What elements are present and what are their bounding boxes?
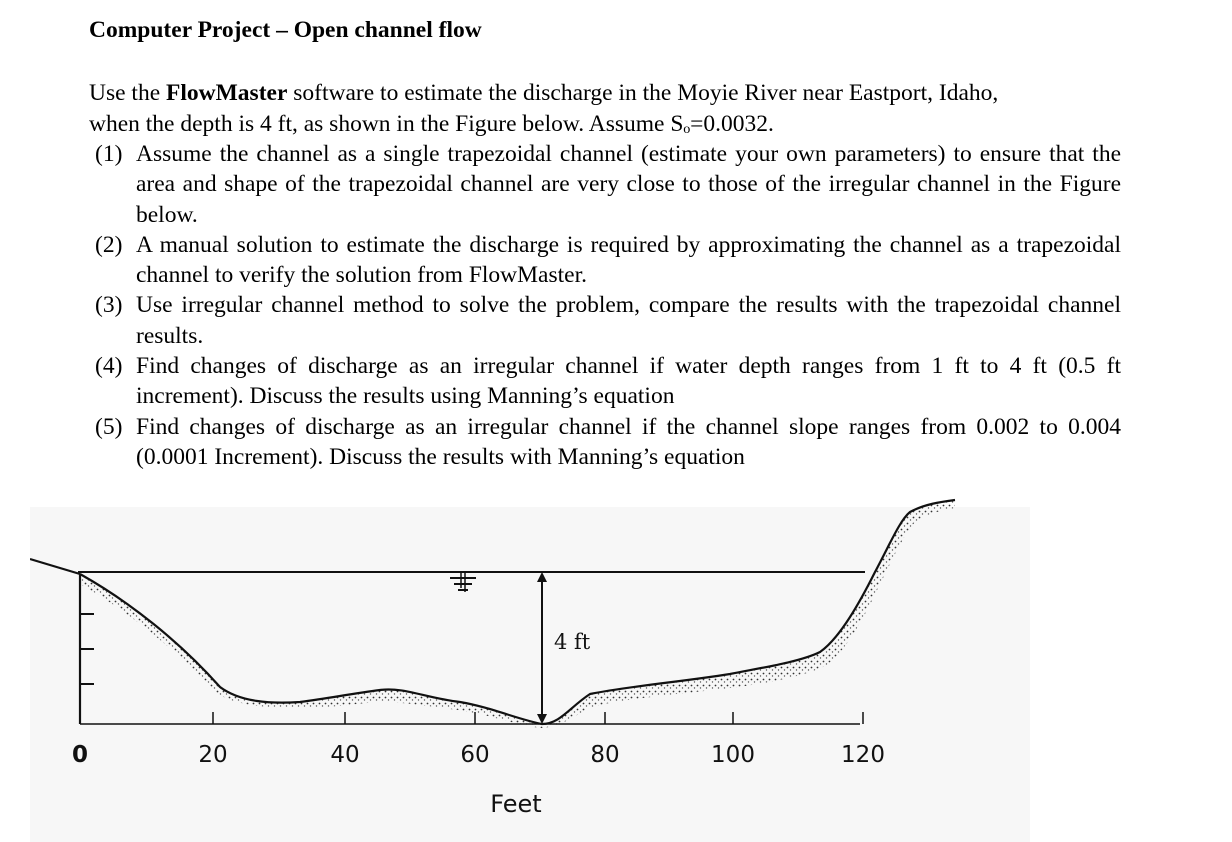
task-item xyxy=(95,139,1121,230)
task-number: (3) xyxy=(95,292,123,319)
task-text: Assume the channel as a single trapezoidal channel (estimate your own parameters) to ensure that the area and shape of the trapezoidal channel are very close to those of the irregular channel in the Figure below. xyxy=(136,141,1121,228)
x-axis-title: Feet xyxy=(490,790,542,818)
task-text: Find changes of discharge as an irregular channel if water depth ranges from 1 ft to 4 ft (0.5 ft increment). Discuss the results using Manning’s equation xyxy=(136,353,1121,410)
task-item xyxy=(95,351,1121,412)
task-number: (2) xyxy=(95,231,123,258)
channel-cross-section-figure xyxy=(30,462,1030,842)
x-tick-label-40: 40 xyxy=(330,742,360,768)
x-tick-label-20: 20 xyxy=(198,742,228,768)
intro-text-end: software to estimate the discharge in the Moyie River near Eastport, Idaho, xyxy=(287,80,999,106)
task-item xyxy=(95,290,1121,351)
intro-text-start: Use the xyxy=(89,80,167,106)
intro-paragraph xyxy=(89,78,1121,139)
channel-cross-section-svg xyxy=(30,462,1030,842)
task-item xyxy=(95,230,1121,291)
task-number: (4) xyxy=(95,353,123,380)
task-text: Use irregular channel method to solve the problem, compare the results with the trapezoidal channel results. xyxy=(136,292,1121,349)
intro-line-2: when the depth is 4 ft, as shown in the Figure below. Assume Sₒ=0.0032. xyxy=(89,110,774,137)
task-text: Find changes of discharge as an irregular channel if the channel slope ranges from 0.002 to 0.004 (0.0001 Increment). Discuss the results with Manning’s equation xyxy=(136,413,1121,470)
task-text: A manual solution to estimate the discharge is required by approximating the channel as a trapezoidal channel to verify the solution from FlowMaster. xyxy=(136,231,1121,289)
x-tick-label-80: 80 xyxy=(590,742,620,768)
document-title: Computer Project – Open channel flow xyxy=(89,17,482,43)
x-tick-label-120: 120 xyxy=(841,742,885,768)
x-tick-label-60: 60 xyxy=(460,742,490,768)
intro-line-1 xyxy=(89,78,1121,109)
task-number: (1) xyxy=(95,141,123,167)
depth-label: 4 ft xyxy=(554,630,591,654)
x-tick-label-100: 100 xyxy=(711,742,755,768)
x-tick-label-0: 0 xyxy=(71,742,89,768)
task-number: (5) xyxy=(95,413,123,440)
software-name: FlowMaster xyxy=(166,80,288,106)
task-list xyxy=(95,139,1121,472)
